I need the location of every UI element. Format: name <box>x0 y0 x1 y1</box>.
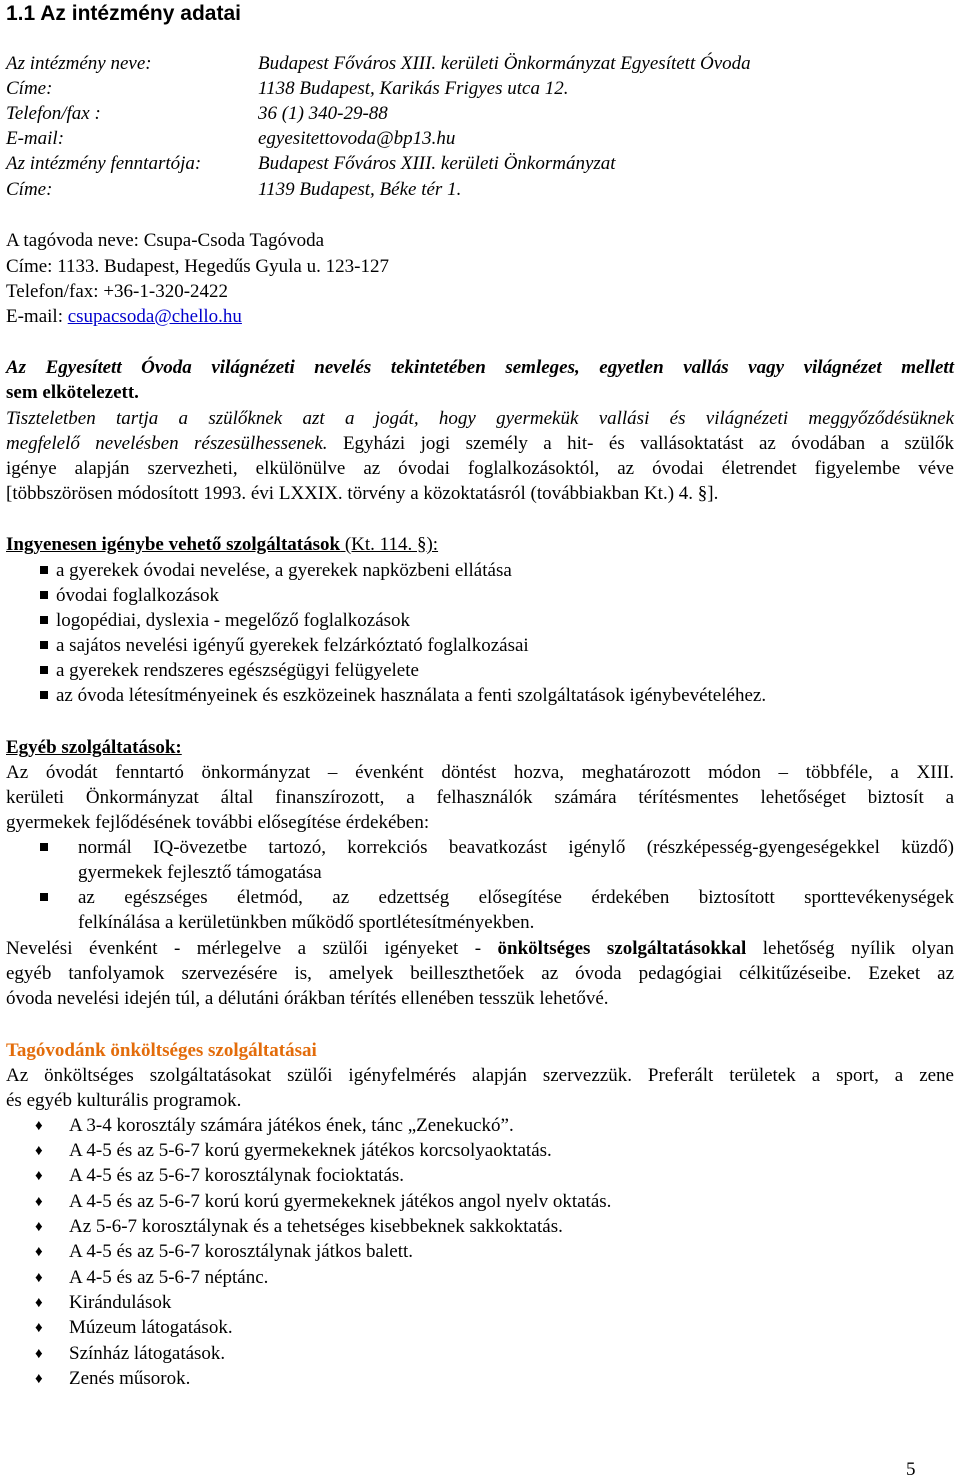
member-address: Címe: 1133. Budapest, Hegedűs Gyula u. 123-127 <box>6 256 389 277</box>
diamond-bullet-icon: ♦ <box>35 1371 43 1387</box>
square-bullet-icon <box>40 616 48 624</box>
square-bullet-icon <box>40 591 48 599</box>
other-services-title: Egyéb szolgáltatások: <box>6 737 182 758</box>
worldview-line: sem elkötelezett. <box>6 382 139 403</box>
section-heading: 1.1 Az intézmény adatai <box>6 2 241 25</box>
member-email-row <box>6 306 242 328</box>
list-item: óvodai foglalkozások <box>56 585 220 606</box>
diamond-bullet-icon: ♦ <box>35 1194 43 1210</box>
list-item: logopédiai, dyslexia - megelőző foglalkozások <box>56 610 411 631</box>
list-item-continuation: gyermekek fejlesztő támogatása <box>78 862 322 883</box>
diamond-bullet-icon: ♦ <box>35 1346 43 1362</box>
worldview-line-part: Egyházi jogi személy a hit- és vallásoktatást az óvodában a szülők <box>327 433 955 454</box>
list-item: A 4-5 és az 5-6-7 néptánc. <box>69 1267 269 1288</box>
list-item: Kirándulások <box>69 1292 172 1313</box>
square-bullet-icon <box>40 666 48 674</box>
list-item: A 4-5 és az 5-6-7 korú korú gyermekeknek játékos angol nyelv oktatás. <box>69 1191 612 1212</box>
list-item: Színház látogatások. <box>69 1343 226 1364</box>
diamond-bullet-icon: ♦ <box>35 1143 43 1159</box>
paid-services-title: Tagóvodánk önköltséges szolgáltatásai <box>6 1040 317 1061</box>
list-item: az óvoda létesítményeinek és eszközeinek használata a fenti szolgáltatások igénybevételéhez. <box>56 685 767 706</box>
member-name: A tagóvoda neve: Csupa-Csoda Tagóvoda <box>6 230 325 251</box>
text-part: Nevelési évenként - mérlegelve a szülői igényeket - <box>6 938 498 959</box>
paid-services-intro: és egyéb kulturális programok. <box>6 1090 242 1111</box>
diamond-bullet-icon: ♦ <box>35 1168 43 1184</box>
worldview-line: Tiszteletben tartja a szülőknek azt a jogát, hogy gyermekük vallási és világnézeti meggyőződésüknek <box>6 408 954 429</box>
square-bullet-icon <box>40 566 48 574</box>
other-services-paragraph-line: egyéb tanfolyamok szervezésére is, amelyek beilleszthetőek az óvoda pedagógiai célkitűzéseibe. Ezeket az <box>6 963 954 984</box>
other-services-line: kerületi Önkormányzat által finanszírozott, a felhasználók számára térítésmentes lehetőséget biztosít a <box>6 787 954 808</box>
institution-label: Telefon/fax : <box>6 103 101 124</box>
list-item: A 4-5 és az 5-6-7 korosztálynak focioktatás. <box>69 1165 405 1186</box>
worldview-line-part: megfelelő nevelésben részesülhessenek. <box>6 433 328 454</box>
square-bullet-icon <box>40 843 48 851</box>
list-item: a gyerekek óvodai nevelése, a gyerekek napközbeni ellátása <box>56 560 512 581</box>
list-item: Múzeum látogatások. <box>69 1317 233 1338</box>
institution-value: Budapest Főváros XIII. kerületi Önkormányzat <box>258 153 616 174</box>
list-item: a sajátos nevelési igényű gyerekek felzárkóztató foglalkozásai <box>56 635 529 656</box>
other-services-paragraph-line: óvoda nevelési idején túl, a délutáni órákban térítés ellenében tesszük lehetővé. <box>6 988 609 1009</box>
list-item: a gyerekek rendszeres egészségügyi felügyelete <box>56 660 419 681</box>
other-services-line: gyermekek fejlődésének további elősegítése érdekében: <box>6 812 430 833</box>
text-part: lehetőség nyílik olyan <box>746 938 954 959</box>
worldview-line: [többszörösen módosított 1993. évi LXXIX. törvény a közoktatásról (továbbiakban Kt.) 4. §]. <box>6 483 719 504</box>
institution-label: Címe: <box>6 179 53 200</box>
list-item: Zenés műsorok. <box>69 1368 191 1389</box>
member-email-link[interactable]: csupacsoda@chello.hu <box>67 306 242 327</box>
text-part-bold: önköltséges szolgáltatásokkal <box>497 938 747 959</box>
diamond-bullet-icon: ♦ <box>35 1219 43 1235</box>
member-email-label: E-mail: <box>6 306 68 327</box>
list-item: normál IQ-övezetbe tartozó, korrekciós beavatkozást igénylő (részképesség-gyengeségekkel küzdő) <box>78 837 954 858</box>
square-bullet-icon <box>40 893 48 901</box>
list-item: A 3-4 korosztály számára játékos ének, tánc „Zenekuckó”. <box>69 1115 514 1136</box>
list-item: Az 5-6-7 korosztálynak és a tehetséges kisebbeknek sakkoktatás. <box>69 1216 563 1237</box>
free-services-title: Ingyenesen igénybe vehető szolgáltatások <box>6 534 341 555</box>
square-bullet-icon <box>40 641 48 649</box>
worldview-line <box>6 433 954 455</box>
member-phone: Telefon/fax: +36-1-320-2422 <box>6 281 229 302</box>
institution-label: Címe: <box>6 78 53 99</box>
diamond-bullet-icon: ♦ <box>35 1320 43 1336</box>
worldview-line: igénye alapján szervezheti, elkülönülve az óvodai foglalkozásoktól, az óvodai életrendet figyelembe véve <box>6 458 954 479</box>
list-item: A 4-5 és az 5-6-7 korú gyermekeknek játékos korcsolyaoktatás. <box>69 1140 552 1161</box>
list-item: az egészséges életmód, az edzettség elősegítése érdekében biztosított sporttevékenységek <box>78 887 954 908</box>
institution-value: egyesitettovoda@bp13.hu <box>258 128 456 149</box>
list-item-continuation: felkínálása a kerületünkben működő sportlétesítményekben. <box>78 912 535 933</box>
diamond-bullet-icon: ♦ <box>35 1244 43 1260</box>
other-services-paragraph-line <box>6 938 954 960</box>
institution-value: Budapest Főváros XIII. kerületi Önkormányzat Egyesített Óvoda <box>258 53 751 74</box>
institution-label: Az intézmény fenntartója: <box>6 153 202 174</box>
institution-value: 36 (1) 340-29-88 <box>258 103 388 124</box>
square-bullet-icon <box>40 691 48 699</box>
free-services-title-suffix: (Kt. 114. §): <box>340 534 439 555</box>
diamond-bullet-icon: ♦ <box>35 1270 43 1286</box>
institution-label: E-mail: <box>6 128 65 149</box>
diamond-bullet-icon: ♦ <box>35 1295 43 1311</box>
other-services-line: Az óvodát fenntartó önkormányzat – évenként döntést hozva, meghatározott módon – többféle, a XIII. <box>6 762 954 783</box>
institution-value: 1139 Budapest, Béke tér 1. <box>258 179 462 200</box>
page-number: 5 <box>906 1459 916 1480</box>
free-services-title-row <box>6 534 438 556</box>
diamond-bullet-icon: ♦ <box>35 1118 43 1134</box>
institution-value: 1138 Budapest, Karikás Frigyes utca 12. <box>258 78 569 99</box>
institution-label: Az intézmény neve: <box>6 53 152 74</box>
paid-services-intro: Az önköltséges szolgáltatásokat szülői igényfelmérés alapján szervezzük. Preferált területek a sport, a zene <box>6 1065 954 1086</box>
list-item: A 4-5 és az 5-6-7 korosztálynak játkos balett. <box>69 1241 414 1262</box>
worldview-line: Az Egyesített Óvoda világnézeti nevelés tekintetében semleges, egyetlen vallás vagy világnézet mellett <box>6 357 954 378</box>
